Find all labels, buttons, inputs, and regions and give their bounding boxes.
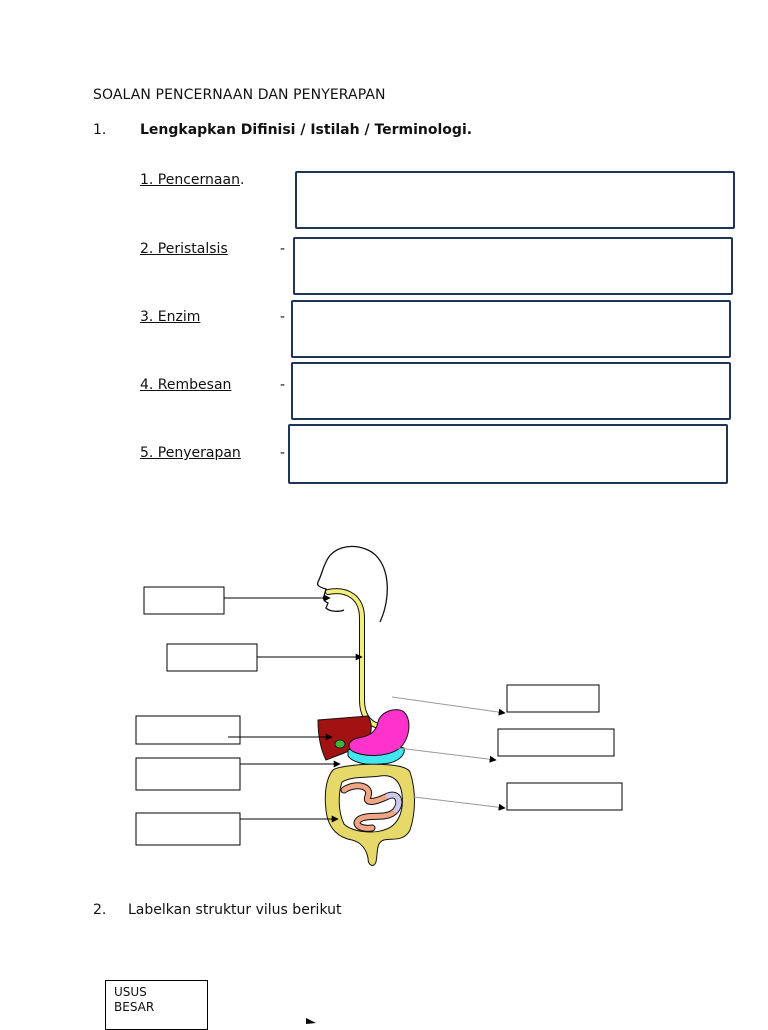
label-box-gallbladder[interactable]: [136, 758, 240, 790]
villus-arrow-head: [306, 1018, 316, 1024]
question-2-number: 2.: [93, 902, 107, 918]
label-box-mouth[interactable]: [144, 587, 224, 614]
term-4-dash: -: [280, 377, 286, 393]
usus-besar-line-2: BESAR: [114, 1000, 155, 1014]
pointer-stomach: [392, 697, 505, 713]
usus-besar-line-1: USUS: [114, 985, 147, 999]
term-3-dash: -: [280, 309, 286, 325]
term-2-dash: -: [280, 241, 286, 257]
pointer-small-intestine: [414, 797, 505, 808]
term-4-label: 4. Rembesan: [140, 377, 232, 393]
label-box-stomach[interactable]: [507, 685, 599, 712]
term-1-suffix: .: [239, 172, 245, 188]
worksheet-title: SOALAN PENCERNAAN DAN PENYERAPAN: [93, 87, 386, 103]
term-1-label: 1. Pencernaan: [140, 172, 240, 188]
label-box-pancreas[interactable]: [498, 729, 614, 756]
label-box-small-intestine[interactable]: [507, 783, 622, 810]
question-2-text: Labelkan struktur vilus berikut: [128, 902, 342, 918]
term-5-dash: -: [280, 445, 286, 461]
head-outline: [318, 546, 388, 622]
question-1-number: 1.: [93, 122, 107, 138]
question-1-text: Lengkapkan Difinisi / Istilah / Terminologi.: [140, 122, 473, 138]
pointer-pancreas: [398, 748, 496, 760]
label-box-usus-besar[interactable]: [105, 980, 208, 1030]
gallbladder: [335, 740, 345, 748]
small-intestine: [344, 786, 399, 829]
term-2-label: 2. Peristalsis: [140, 241, 228, 257]
term-5-label: 5. Penyerapan: [140, 445, 241, 461]
label-box-esophagus[interactable]: [167, 644, 257, 671]
term-3-label: 3. Enzim: [140, 309, 201, 325]
label-box-large-intestine[interactable]: [136, 813, 240, 845]
label-box-liver[interactable]: [136, 716, 240, 744]
